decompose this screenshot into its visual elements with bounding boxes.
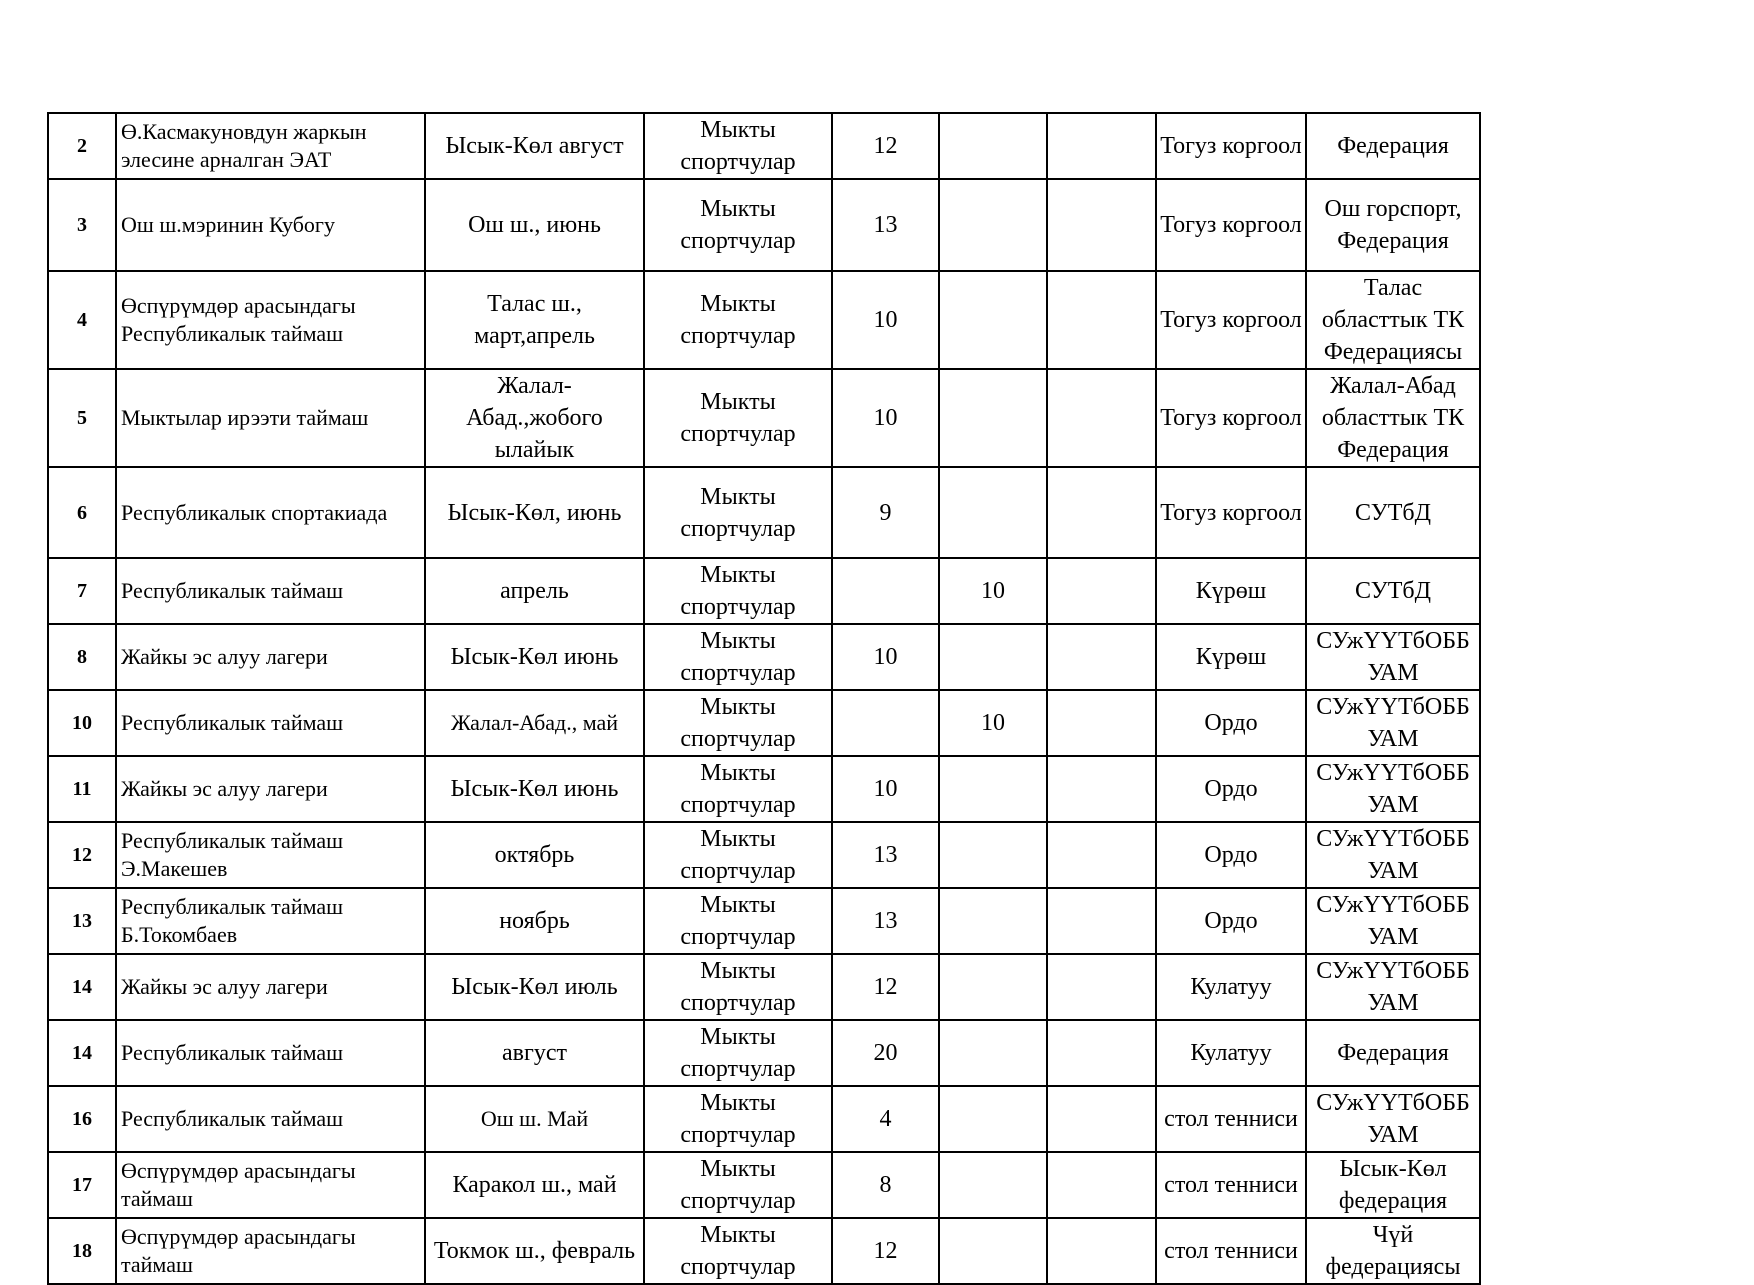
event-name-cell: Республикалык таймаш: [116, 690, 425, 756]
category-cell: Мыкты спортчулар: [644, 1152, 832, 1218]
event-name-cell: Республикалык таймаш: [116, 1020, 425, 1086]
place-date-cell: Ысык-Көл июнь: [425, 624, 644, 690]
table-row: [48, 1020, 1480, 1086]
event-name-cell: Республикалык таймаш Э.Макешев: [116, 822, 425, 888]
table-row: [48, 888, 1480, 954]
table-row: [48, 1086, 1480, 1152]
count-cell-3: [1047, 624, 1156, 690]
table-row: [48, 624, 1480, 690]
count-cell-2: [939, 1218, 1047, 1284]
count-cell-1: 20: [832, 1020, 939, 1086]
sport-cell: стол тенниси: [1156, 1086, 1306, 1152]
category-cell: Мыкты спортчулар: [644, 179, 832, 271]
organizer-cell: Жалал-Абад областтык ТК Федерация: [1306, 369, 1480, 467]
row-number-cell: 14: [48, 1020, 116, 1086]
event-name-cell: Жайкы эс алуу лагери: [116, 756, 425, 822]
table-row: [48, 558, 1480, 624]
count-cell-2: [939, 271, 1047, 369]
count-cell-1: 13: [832, 888, 939, 954]
row-number-cell: 17: [48, 1152, 116, 1218]
count-cell-3: [1047, 369, 1156, 467]
row-number-cell: 14: [48, 954, 116, 1020]
place-date-cell: Жалал-Абад., май: [425, 690, 644, 756]
event-name-cell: Өспүрүмдөр арасындагы Республикалык таймаш: [116, 271, 425, 369]
row-number-cell: 11: [48, 756, 116, 822]
event-name-cell: Ө.Касмакуновдун жаркын элесине арналган ЭАТ: [116, 113, 425, 179]
table-row: [48, 822, 1480, 888]
category-cell: Мыкты спортчулар: [644, 558, 832, 624]
sport-cell: Тогуз коргоол: [1156, 271, 1306, 369]
place-date-cell: Ысык-Көл август: [425, 113, 644, 179]
count-cell-1: 10: [832, 624, 939, 690]
organizer-cell: СУжҮҮТбОББ УАМ: [1306, 954, 1480, 1020]
count-cell-3: [1047, 1152, 1156, 1218]
count-cell-2: [939, 822, 1047, 888]
organizer-cell: Федерация: [1306, 113, 1480, 179]
count-cell-2: [939, 888, 1047, 954]
sport-cell: Ордо: [1156, 888, 1306, 954]
count-cell-3: [1047, 467, 1156, 558]
row-number-cell: 16: [48, 1086, 116, 1152]
organizer-cell: СУТбД: [1306, 467, 1480, 558]
table-row: [48, 690, 1480, 756]
sport-cell: Ордо: [1156, 756, 1306, 822]
event-name-cell: Республикалык спортакиада: [116, 467, 425, 558]
count-cell-1: 12: [832, 113, 939, 179]
organizer-cell: Ош горспорт, Федерация: [1306, 179, 1480, 271]
count-cell-2: [939, 954, 1047, 1020]
table-row: [48, 1152, 1480, 1218]
sport-cell: Тогуз коргоол: [1156, 179, 1306, 271]
event-name-cell: Республикалык таймаш: [116, 558, 425, 624]
sport-cell: Күрөш: [1156, 558, 1306, 624]
count-cell-2: [939, 624, 1047, 690]
count-cell-2: 10: [939, 690, 1047, 756]
place-date-cell: август: [425, 1020, 644, 1086]
count-cell-2: [939, 1152, 1047, 1218]
place-date-cell: Талас ш., март,апрель: [425, 271, 644, 369]
count-cell-2: [939, 369, 1047, 467]
count-cell-1: 10: [832, 756, 939, 822]
table-body: [48, 113, 1480, 1284]
count-cell-2: [939, 1086, 1047, 1152]
count-cell-1: 13: [832, 179, 939, 271]
place-date-cell: апрель: [425, 558, 644, 624]
row-number-cell: 7: [48, 558, 116, 624]
count-cell-1: 4: [832, 1086, 939, 1152]
organizer-cell: СУжҮҮТбОББ УАМ: [1306, 690, 1480, 756]
row-number-cell: 12: [48, 822, 116, 888]
category-cell: Мыкты спортчулар: [644, 369, 832, 467]
count-cell-3: [1047, 954, 1156, 1020]
row-number-cell: 4: [48, 271, 116, 369]
row-number-cell: 13: [48, 888, 116, 954]
event-name-cell: Республикалык таймаш: [116, 1086, 425, 1152]
place-date-cell: октябрь: [425, 822, 644, 888]
sport-cell: Ордо: [1156, 822, 1306, 888]
count-cell-2: 10: [939, 558, 1047, 624]
place-date-cell: Ысык-Көл июль: [425, 954, 644, 1020]
table-row: [48, 467, 1480, 558]
sport-cell: Кулатуу: [1156, 954, 1306, 1020]
sport-cell: Тогуз коргоол: [1156, 113, 1306, 179]
count-cell-3: [1047, 179, 1156, 271]
count-cell-2: [939, 113, 1047, 179]
count-cell-1: 12: [832, 954, 939, 1020]
row-number-cell: 8: [48, 624, 116, 690]
table-row: [48, 113, 1480, 179]
row-number-cell: 3: [48, 179, 116, 271]
row-number-cell: 10: [48, 690, 116, 756]
organizer-cell: Ысык-Көл федерация: [1306, 1152, 1480, 1218]
row-number-cell: 6: [48, 467, 116, 558]
category-cell: Мыкты спортчулар: [644, 1218, 832, 1284]
event-name-cell: Өспүрүмдөр арасындагы таймаш: [116, 1218, 425, 1284]
place-date-cell: Каракол ш., май: [425, 1152, 644, 1218]
organizer-cell: СУжҮҮТбОББ УАМ: [1306, 888, 1480, 954]
category-cell: Мыкты спортчулар: [644, 888, 832, 954]
count-cell-1: 9: [832, 467, 939, 558]
event-name-cell: Жайкы эс алуу лагери: [116, 954, 425, 1020]
sport-cell: Кулатуу: [1156, 1020, 1306, 1086]
count-cell-3: [1047, 888, 1156, 954]
count-cell-3: [1047, 1086, 1156, 1152]
table-row: [48, 179, 1480, 271]
count-cell-1: 10: [832, 271, 939, 369]
count-cell-3: [1047, 756, 1156, 822]
count-cell-3: [1047, 558, 1156, 624]
count-cell-3: [1047, 271, 1156, 369]
count-cell-2: [939, 756, 1047, 822]
category-cell: Мыкты спортчулар: [644, 271, 832, 369]
place-date-cell: ноябрь: [425, 888, 644, 954]
count-cell-3: [1047, 1020, 1156, 1086]
count-cell-2: [939, 179, 1047, 271]
sport-cell: Күрөш: [1156, 624, 1306, 690]
organizer-cell: СУжҮҮТбОББ УАМ: [1306, 822, 1480, 888]
place-date-cell: Ош ш., июнь: [425, 179, 644, 271]
organizer-cell: Федерация: [1306, 1020, 1480, 1086]
count-cell-1: [832, 690, 939, 756]
event-name-cell: Жайкы эс алуу лагери: [116, 624, 425, 690]
count-cell-3: [1047, 1218, 1156, 1284]
sport-cell: стол тенниси: [1156, 1152, 1306, 1218]
row-number-cell: 18: [48, 1218, 116, 1284]
table-row: [48, 954, 1480, 1020]
category-cell: Мыкты спортчулар: [644, 113, 832, 179]
category-cell: Мыкты спортчулар: [644, 690, 832, 756]
category-cell: Мыкты спортчулар: [644, 1020, 832, 1086]
count-cell-3: [1047, 113, 1156, 179]
place-date-cell: Ош ш. Май: [425, 1086, 644, 1152]
row-number-cell: 5: [48, 369, 116, 467]
table-row: [48, 271, 1480, 369]
count-cell-1: 8: [832, 1152, 939, 1218]
place-date-cell: Ысык-Көл июнь: [425, 756, 644, 822]
category-cell: Мыкты спортчулар: [644, 822, 832, 888]
count-cell-3: [1047, 822, 1156, 888]
category-cell: Мыкты спортчулар: [644, 756, 832, 822]
table-row: [48, 756, 1480, 822]
organizer-cell: СУТбД: [1306, 558, 1480, 624]
category-cell: Мыкты спортчулар: [644, 624, 832, 690]
table-row: [48, 369, 1480, 467]
event-name-cell: Өспүрүмдөр арасындагы таймаш: [116, 1152, 425, 1218]
category-cell: Мыкты спортчулар: [644, 954, 832, 1020]
category-cell: Мыкты спортчулар: [644, 467, 832, 558]
table-row: [48, 1218, 1480, 1284]
event-name-cell: Республикалык таймаш Б.Токомбаев: [116, 888, 425, 954]
organizer-cell: СУжҮҮТбОББ УАМ: [1306, 624, 1480, 690]
event-name-cell: Ош ш.мэринин Кубогу: [116, 179, 425, 271]
place-date-cell: Токмок ш., февраль: [425, 1218, 644, 1284]
organizer-cell: СУжҮҮТбОББ УАМ: [1306, 756, 1480, 822]
event-name-cell: Мыктылар ирээти таймаш: [116, 369, 425, 467]
count-cell-1: 13: [832, 822, 939, 888]
organizer-cell: Чүй федерациясы: [1306, 1218, 1480, 1284]
count-cell-3: [1047, 690, 1156, 756]
count-cell-1: 12: [832, 1218, 939, 1284]
count-cell-2: [939, 1020, 1047, 1086]
organizer-cell: Талас областтык ТК Федерациясы: [1306, 271, 1480, 369]
sport-cell: Тогуз коргоол: [1156, 369, 1306, 467]
place-date-cell: Ысык-Көл, июнь: [425, 467, 644, 558]
events-table: [47, 112, 1481, 1285]
sport-cell: Ордо: [1156, 690, 1306, 756]
sport-cell: Тогуз коргоол: [1156, 467, 1306, 558]
count-cell-2: [939, 467, 1047, 558]
sport-cell: стол тенниси: [1156, 1218, 1306, 1284]
count-cell-1: [832, 558, 939, 624]
row-number-cell: 2: [48, 113, 116, 179]
place-date-cell: Жалал-Абад.,жобого ылайык: [425, 369, 644, 467]
count-cell-1: 10: [832, 369, 939, 467]
organizer-cell: СУжҮҮТбОББ УАМ: [1306, 1086, 1480, 1152]
category-cell: Мыкты спортчулар: [644, 1086, 832, 1152]
